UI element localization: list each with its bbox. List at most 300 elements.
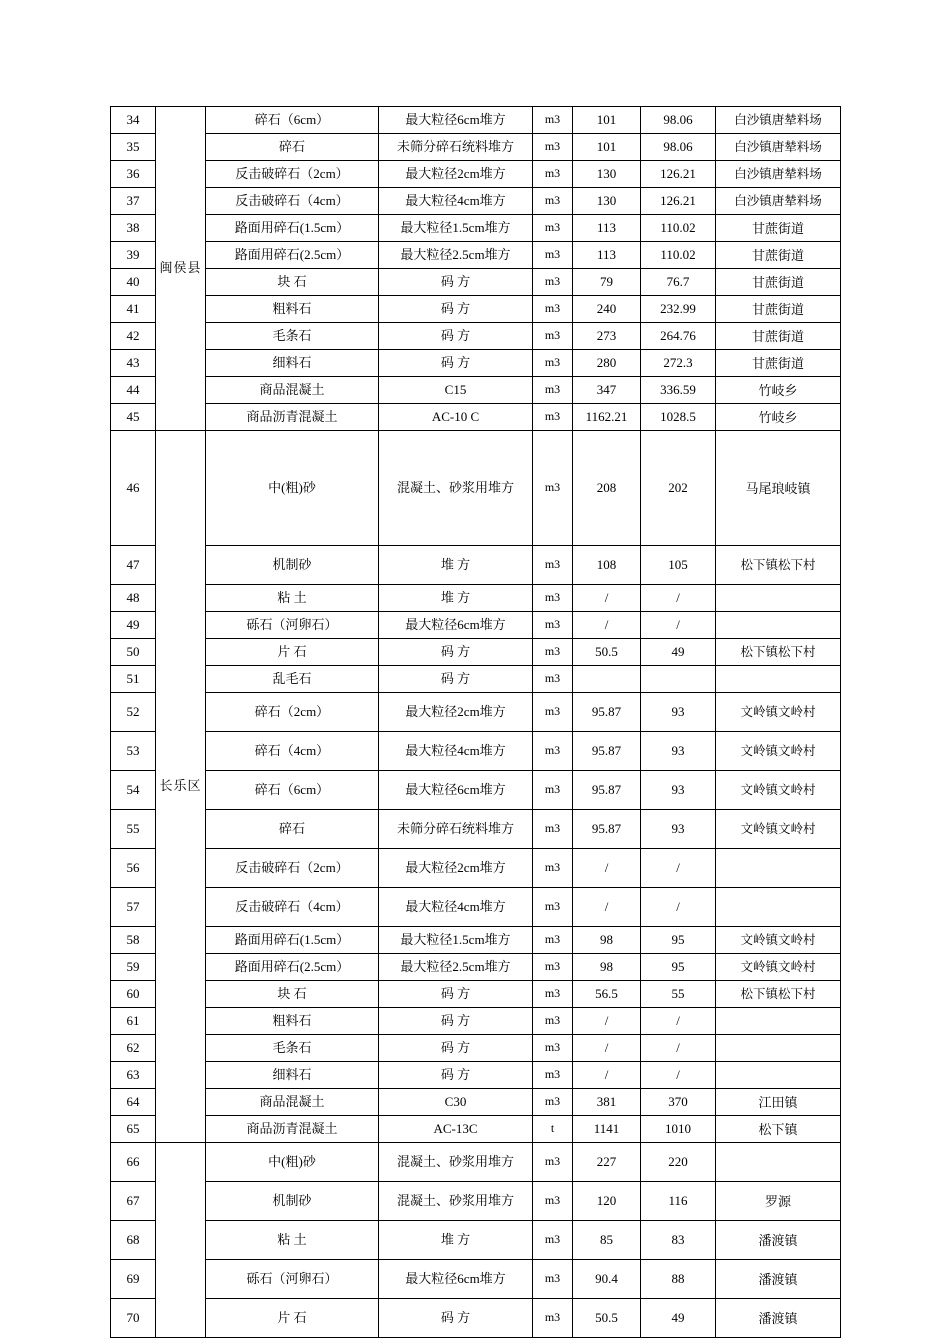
location-cell: 文岭镇文岭村: [716, 693, 841, 732]
unit-cell: m3: [533, 693, 573, 732]
specification-cell: 最大粒径6cm堆方: [379, 612, 533, 639]
material-name-cell: 商品混凝土: [206, 377, 379, 404]
unit-cell: m3: [533, 107, 573, 134]
specification-cell: 最大粒径2cm堆方: [379, 849, 533, 888]
unit-cell: m3: [533, 296, 573, 323]
material-name-cell: 粘 土: [206, 1221, 379, 1260]
specification-cell: 混凝土、砂浆用堆方: [379, 1182, 533, 1221]
material-name-cell: 碎石（4cm）: [206, 732, 379, 771]
material-name-cell: 反击破碎石（2cm）: [206, 161, 379, 188]
unit-cell: t: [533, 1116, 573, 1143]
table-row: [111, 927, 841, 954]
specification-cell: 码 方: [379, 639, 533, 666]
unit-cell: m3: [533, 927, 573, 954]
price-secondary-cell: 220: [641, 1143, 716, 1182]
specification-cell: 未筛分碎石统料堆方: [379, 810, 533, 849]
specification-cell: 最大粒径6cm堆方: [379, 107, 533, 134]
location-cell: 潘渡镇: [716, 1221, 841, 1260]
price-primary-cell: /: [573, 1062, 641, 1089]
row-index-cell: 40: [111, 269, 156, 296]
location-cell: 白沙镇唐辇料场: [716, 188, 841, 215]
material-name-cell: 毛条石: [206, 1035, 379, 1062]
specification-cell: 码 方: [379, 296, 533, 323]
specification-cell: 最大粒径2cm堆方: [379, 693, 533, 732]
table-row: [111, 1062, 841, 1089]
unit-cell: m3: [533, 612, 573, 639]
price-secondary-cell: [641, 666, 716, 693]
price-primary-cell: [573, 666, 641, 693]
row-index-cell: 62: [111, 1035, 156, 1062]
material-name-cell: 碎石（6cm）: [206, 771, 379, 810]
price-primary-cell: 208: [573, 431, 641, 546]
row-index-cell: 65: [111, 1116, 156, 1143]
specification-cell: 码 方: [379, 1008, 533, 1035]
location-cell: [716, 1035, 841, 1062]
table-row: [111, 1143, 841, 1182]
price-secondary-cell: 88: [641, 1260, 716, 1299]
price-primary-cell: 85: [573, 1221, 641, 1260]
row-index-cell: 39: [111, 242, 156, 269]
price-primary-cell: /: [573, 585, 641, 612]
price-primary-cell: /: [573, 888, 641, 927]
price-secondary-cell: 76.7: [641, 269, 716, 296]
unit-cell: m3: [533, 585, 573, 612]
row-index-cell: 38: [111, 215, 156, 242]
material-name-cell: 粗料石: [206, 1008, 379, 1035]
row-index-cell: 69: [111, 1260, 156, 1299]
material-name-cell: 粘 土: [206, 585, 379, 612]
table-row: [111, 810, 841, 849]
unit-cell: m3: [533, 1143, 573, 1182]
specification-cell: C15: [379, 377, 533, 404]
unit-cell: m3: [533, 1260, 573, 1299]
unit-cell: m3: [533, 1062, 573, 1089]
location-cell: [716, 1143, 841, 1182]
specification-cell: 码 方: [379, 1062, 533, 1089]
material-price-table: [110, 106, 841, 1338]
table-row: [111, 666, 841, 693]
price-secondary-cell: 105: [641, 546, 716, 585]
price-primary-cell: 1141: [573, 1116, 641, 1143]
table-row: [111, 1008, 841, 1035]
material-name-cell: 反击破碎石（4cm）: [206, 888, 379, 927]
row-index-cell: 54: [111, 771, 156, 810]
price-primary-cell: 95.87: [573, 771, 641, 810]
table-row: [111, 732, 841, 771]
row-index-cell: 48: [111, 585, 156, 612]
location-cell: 甘蔗街道: [716, 242, 841, 269]
unit-cell: m3: [533, 1008, 573, 1035]
region-cell: 闽侯县: [156, 107, 206, 431]
row-index-cell: 59: [111, 954, 156, 981]
row-index-cell: 55: [111, 810, 156, 849]
location-cell: 松下镇: [716, 1116, 841, 1143]
location-cell: 文岭镇文岭村: [716, 771, 841, 810]
price-primary-cell: 280: [573, 350, 641, 377]
table-row: [111, 242, 841, 269]
unit-cell: m3: [533, 1089, 573, 1116]
price-primary-cell: 98: [573, 927, 641, 954]
row-index-cell: 68: [111, 1221, 156, 1260]
specification-cell: 堆 方: [379, 1221, 533, 1260]
row-index-cell: 36: [111, 161, 156, 188]
price-primary-cell: 1162.21: [573, 404, 641, 431]
location-cell: 竹岐乡: [716, 377, 841, 404]
row-index-cell: 60: [111, 981, 156, 1008]
price-secondary-cell: /: [641, 1008, 716, 1035]
specification-cell: 最大粒径1.5cm堆方: [379, 927, 533, 954]
unit-cell: m3: [533, 404, 573, 431]
location-cell: 文岭镇文岭村: [716, 810, 841, 849]
row-index-cell: 52: [111, 693, 156, 732]
price-secondary-cell: 98.06: [641, 134, 716, 161]
location-cell: [716, 585, 841, 612]
row-index-cell: 53: [111, 732, 156, 771]
price-primary-cell: 108: [573, 546, 641, 585]
specification-cell: 最大粒径6cm堆方: [379, 1260, 533, 1299]
price-secondary-cell: 93: [641, 693, 716, 732]
table-row: [111, 639, 841, 666]
price-secondary-cell: 202: [641, 431, 716, 546]
specification-cell: 码 方: [379, 269, 533, 296]
price-primary-cell: 273: [573, 323, 641, 350]
table-row: [111, 954, 841, 981]
unit-cell: m3: [533, 323, 573, 350]
unit-cell: m3: [533, 242, 573, 269]
row-index-cell: 56: [111, 849, 156, 888]
price-secondary-cell: 49: [641, 1299, 716, 1338]
price-primary-cell: /: [573, 612, 641, 639]
unit-cell: m3: [533, 1035, 573, 1062]
row-index-cell: 58: [111, 927, 156, 954]
location-cell: [716, 849, 841, 888]
specification-cell: 最大粒径1.5cm堆方: [379, 215, 533, 242]
table-row: [111, 296, 841, 323]
specification-cell: 混凝土、砂浆用堆方: [379, 1143, 533, 1182]
price-secondary-cell: 336.59: [641, 377, 716, 404]
table-row: [111, 269, 841, 296]
material-name-cell: 砾石（河卵石）: [206, 1260, 379, 1299]
table-row: [111, 771, 841, 810]
price-secondary-cell: 49: [641, 639, 716, 666]
unit-cell: m3: [533, 771, 573, 810]
material-name-cell: 反击破碎石（2cm）: [206, 849, 379, 888]
specification-cell: 最大粒径2cm堆方: [379, 161, 533, 188]
row-index-cell: 45: [111, 404, 156, 431]
price-secondary-cell: 93: [641, 732, 716, 771]
row-index-cell: 70: [111, 1299, 156, 1338]
unit-cell: m3: [533, 1182, 573, 1221]
location-cell: [716, 888, 841, 927]
unit-cell: m3: [533, 849, 573, 888]
location-cell: 甘蔗街道: [716, 296, 841, 323]
price-secondary-cell: 264.76: [641, 323, 716, 350]
specification-cell: AC-13C: [379, 1116, 533, 1143]
row-index-cell: 61: [111, 1008, 156, 1035]
unit-cell: m3: [533, 377, 573, 404]
price-primary-cell: /: [573, 849, 641, 888]
unit-cell: m3: [533, 954, 573, 981]
table-row: [111, 1089, 841, 1116]
price-secondary-cell: /: [641, 849, 716, 888]
row-index-cell: 35: [111, 134, 156, 161]
price-secondary-cell: 93: [641, 810, 716, 849]
location-cell: 松下镇松下村: [716, 546, 841, 585]
location-cell: 甘蔗街道: [716, 323, 841, 350]
row-index-cell: 41: [111, 296, 156, 323]
material-name-cell: 碎石（2cm）: [206, 693, 379, 732]
table-row: [111, 1116, 841, 1143]
specification-cell: 混凝土、砂浆用堆方: [379, 431, 533, 546]
material-name-cell: 路面用碎石(1.5cm）: [206, 215, 379, 242]
location-cell: 潘渡镇: [716, 1260, 841, 1299]
specification-cell: 堆 方: [379, 546, 533, 585]
row-index-cell: 37: [111, 188, 156, 215]
material-name-cell: 路面用碎石(2.5cm）: [206, 242, 379, 269]
row-index-cell: 46: [111, 431, 156, 546]
location-cell: [716, 1008, 841, 1035]
row-index-cell: 67: [111, 1182, 156, 1221]
specification-cell: 最大粒径6cm堆方: [379, 771, 533, 810]
location-cell: 甘蔗街道: [716, 215, 841, 242]
material-name-cell: 砾石（河卵石）: [206, 612, 379, 639]
table-row: [111, 1299, 841, 1338]
specification-cell: C30: [379, 1089, 533, 1116]
price-secondary-cell: 1010: [641, 1116, 716, 1143]
table-row: [111, 981, 841, 1008]
material-name-cell: 细料石: [206, 350, 379, 377]
specification-cell: 最大粒径4cm堆方: [379, 888, 533, 927]
specification-cell: 码 方: [379, 666, 533, 693]
location-cell: 罗源: [716, 1182, 841, 1221]
price-secondary-cell: /: [641, 612, 716, 639]
price-secondary-cell: 95: [641, 927, 716, 954]
material-name-cell: 毛条石: [206, 323, 379, 350]
price-secondary-cell: 98.06: [641, 107, 716, 134]
unit-cell: m3: [533, 215, 573, 242]
specification-cell: 最大粒径2.5cm堆方: [379, 954, 533, 981]
unit-cell: m3: [533, 134, 573, 161]
location-cell: 文岭镇文岭村: [716, 927, 841, 954]
material-name-cell: 反击破碎石（4cm）: [206, 188, 379, 215]
price-primary-cell: 98: [573, 954, 641, 981]
material-name-cell: 碎石（6cm）: [206, 107, 379, 134]
price-secondary-cell: 126.21: [641, 161, 716, 188]
price-primary-cell: 130: [573, 188, 641, 215]
location-cell: 松下镇松下村: [716, 981, 841, 1008]
specification-cell: 码 方: [379, 1035, 533, 1062]
row-index-cell: 44: [111, 377, 156, 404]
table-row: [111, 350, 841, 377]
region-cell: 长乐区: [156, 431, 206, 1143]
price-primary-cell: 50.5: [573, 1299, 641, 1338]
material-name-cell: 中(粗)砂: [206, 431, 379, 546]
price-secondary-cell: /: [641, 888, 716, 927]
table-row: [111, 161, 841, 188]
location-cell: 潘渡镇: [716, 1299, 841, 1338]
price-secondary-cell: 370: [641, 1089, 716, 1116]
material-name-cell: 商品沥青混凝土: [206, 1116, 379, 1143]
price-primary-cell: 240: [573, 296, 641, 323]
material-name-cell: 片 石: [206, 1299, 379, 1338]
table-row: [111, 612, 841, 639]
location-cell: 江田镇: [716, 1089, 841, 1116]
location-cell: [716, 1062, 841, 1089]
location-cell: 白沙镇唐辇料场: [716, 161, 841, 188]
price-primary-cell: /: [573, 1035, 641, 1062]
unit-cell: m3: [533, 431, 573, 546]
table-row: [111, 215, 841, 242]
price-primary-cell: 101: [573, 134, 641, 161]
price-primary-cell: 101: [573, 107, 641, 134]
table-row: [111, 431, 841, 546]
material-name-cell: 中(粗)砂: [206, 1143, 379, 1182]
table-row: [111, 188, 841, 215]
location-cell: [716, 612, 841, 639]
table-row: [111, 323, 841, 350]
row-index-cell: 66: [111, 1143, 156, 1182]
price-secondary-cell: 110.02: [641, 215, 716, 242]
material-name-cell: 碎石: [206, 134, 379, 161]
unit-cell: m3: [533, 161, 573, 188]
unit-cell: m3: [533, 546, 573, 585]
region-cell: [156, 1143, 206, 1338]
table-row: [111, 585, 841, 612]
location-cell: 松下镇松下村: [716, 639, 841, 666]
price-primary-cell: 227: [573, 1143, 641, 1182]
price-secondary-cell: 272.3: [641, 350, 716, 377]
price-secondary-cell: 55: [641, 981, 716, 1008]
material-name-cell: 商品混凝土: [206, 1089, 379, 1116]
price-primary-cell: 79: [573, 269, 641, 296]
location-cell: 文岭镇文岭村: [716, 954, 841, 981]
table-row: [111, 1182, 841, 1221]
specification-cell: 码 方: [379, 981, 533, 1008]
location-cell: 甘蔗街道: [716, 269, 841, 296]
price-primary-cell: 50.5: [573, 639, 641, 666]
table-row: [111, 693, 841, 732]
location-cell: [716, 666, 841, 693]
price-secondary-cell: 232.99: [641, 296, 716, 323]
location-cell: 白沙镇唐辇料场: [716, 107, 841, 134]
table-row: [111, 107, 841, 134]
material-name-cell: 块 石: [206, 981, 379, 1008]
table-body: [111, 107, 841, 1338]
row-index-cell: 43: [111, 350, 156, 377]
specification-cell: 最大粒径4cm堆方: [379, 188, 533, 215]
price-secondary-cell: 116: [641, 1182, 716, 1221]
unit-cell: m3: [533, 639, 573, 666]
price-secondary-cell: 126.21: [641, 188, 716, 215]
price-primary-cell: 381: [573, 1089, 641, 1116]
price-primary-cell: 113: [573, 242, 641, 269]
specification-cell: 堆 方: [379, 585, 533, 612]
price-secondary-cell: /: [641, 585, 716, 612]
price-primary-cell: 56.5: [573, 981, 641, 1008]
unit-cell: m3: [533, 732, 573, 771]
price-primary-cell: 95.87: [573, 693, 641, 732]
specification-cell: 未筛分碎石统料堆方: [379, 134, 533, 161]
price-primary-cell: 113: [573, 215, 641, 242]
location-cell: 文岭镇文岭村: [716, 732, 841, 771]
material-name-cell: 机制砂: [206, 1182, 379, 1221]
material-name-cell: 路面用碎石(2.5cm）: [206, 954, 379, 981]
table-row: [111, 849, 841, 888]
price-table-container: [110, 106, 840, 1338]
material-name-cell: 商品沥青混凝土: [206, 404, 379, 431]
unit-cell: m3: [533, 666, 573, 693]
specification-cell: 码 方: [379, 1299, 533, 1338]
price-primary-cell: 95.87: [573, 732, 641, 771]
price-primary-cell: 90.4: [573, 1260, 641, 1299]
table-row: [111, 134, 841, 161]
row-index-cell: 47: [111, 546, 156, 585]
material-name-cell: 碎石: [206, 810, 379, 849]
material-name-cell: 块 石: [206, 269, 379, 296]
table-row: [111, 546, 841, 585]
row-index-cell: 42: [111, 323, 156, 350]
table-row: [111, 1260, 841, 1299]
price-secondary-cell: 95: [641, 954, 716, 981]
table-row: [111, 377, 841, 404]
table-row: [111, 1221, 841, 1260]
specification-cell: AC-10 C: [379, 404, 533, 431]
location-cell: 甘蔗街道: [716, 350, 841, 377]
material-name-cell: 片 石: [206, 639, 379, 666]
material-name-cell: 乱毛石: [206, 666, 379, 693]
unit-cell: m3: [533, 981, 573, 1008]
price-secondary-cell: 93: [641, 771, 716, 810]
price-secondary-cell: /: [641, 1062, 716, 1089]
location-cell: 马尾琅岐镇: [716, 431, 841, 546]
row-index-cell: 50: [111, 639, 156, 666]
material-name-cell: 路面用碎石(1.5cm）: [206, 927, 379, 954]
price-primary-cell: 95.87: [573, 810, 641, 849]
price-primary-cell: 130: [573, 161, 641, 188]
price-primary-cell: 120: [573, 1182, 641, 1221]
unit-cell: m3: [533, 350, 573, 377]
price-secondary-cell: 83: [641, 1221, 716, 1260]
price-secondary-cell: /: [641, 1035, 716, 1062]
material-name-cell: 粗料石: [206, 296, 379, 323]
table-row: [111, 1035, 841, 1062]
row-index-cell: 64: [111, 1089, 156, 1116]
price-secondary-cell: 1028.5: [641, 404, 716, 431]
price-primary-cell: /: [573, 1008, 641, 1035]
price-secondary-cell: 110.02: [641, 242, 716, 269]
location-cell: 白沙镇唐辇料场: [716, 134, 841, 161]
price-primary-cell: 347: [573, 377, 641, 404]
unit-cell: m3: [533, 188, 573, 215]
row-index-cell: 63: [111, 1062, 156, 1089]
unit-cell: m3: [533, 810, 573, 849]
specification-cell: 码 方: [379, 350, 533, 377]
row-index-cell: 34: [111, 107, 156, 134]
location-cell: 竹岐乡: [716, 404, 841, 431]
unit-cell: m3: [533, 1221, 573, 1260]
material-name-cell: 机制砂: [206, 546, 379, 585]
material-name-cell: 细料石: [206, 1062, 379, 1089]
unit-cell: m3: [533, 888, 573, 927]
unit-cell: m3: [533, 1299, 573, 1338]
row-index-cell: 57: [111, 888, 156, 927]
table-row: [111, 404, 841, 431]
row-index-cell: 51: [111, 666, 156, 693]
row-index-cell: 49: [111, 612, 156, 639]
unit-cell: m3: [533, 269, 573, 296]
specification-cell: 最大粒径2.5cm堆方: [379, 242, 533, 269]
specification-cell: 码 方: [379, 323, 533, 350]
